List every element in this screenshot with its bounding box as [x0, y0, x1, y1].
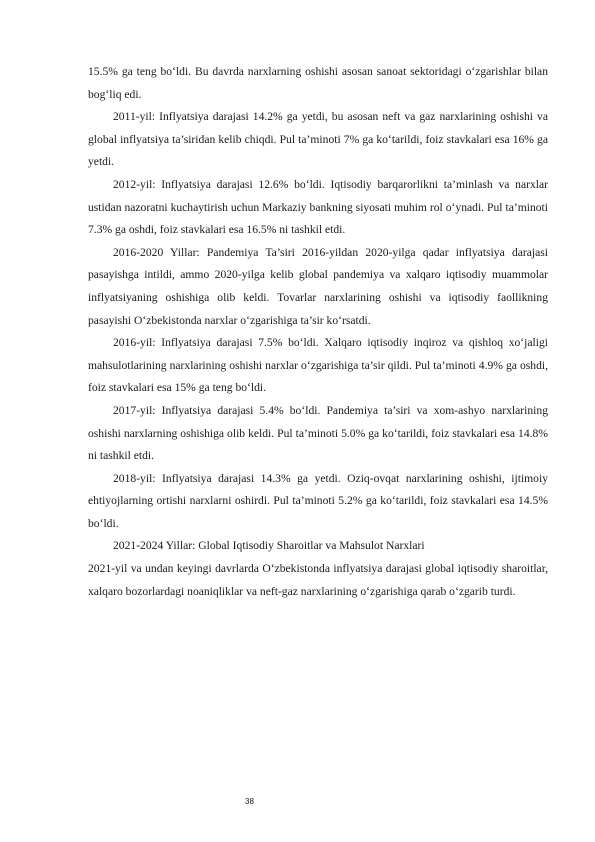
paragraph-2012: 2012-yil: Inflyatsiya darajasi 12.6% bo‘ldi. Iqtisodiy barqarorlikni ta’minlash va narxlar ustidan nazoratni kuchaytirish uchun Markaziy bankning siyosati muhim rol o‘ynadi. Pul ta’minoti 7.3% ga oshdi, foiz stavkalari esa 16.5% ni tashkil etdi. — [88, 177, 548, 237]
paragraph-2017: 2017-yil: Inflyatsiya darajasi 5.4% bo‘ldi. Pandemiya ta’siri va xom-ashyo narxlarining oshishi narxlarning oshishiga olib keldi. Pul ta’minoti 5.0% ga ko‘tarildi, foiz stavkalari esa 14.8% ni tashkil etdi. — [88, 403, 548, 463]
page-number: 38 — [245, 797, 254, 806]
paragraph-2011: 2011-yil: Inflyatsiya darajasi 14.2% ga yetdi, bu asosan neft va gaz narxlarining oshishi va global inflyatsiya ta’siridan kelib chiqdi. Pul ta’minoti 7% ga ko‘tarildi, foiz stavkalari esa 16% ga yetdi. — [88, 110, 548, 169]
paragraph-2021: 2021-yil va undan keyingi davrlarda O‘zbekistonda inflyatsiya darajasi global iqtisodiy sharoitlar, xalqaro bozorlardagi noaniqliklar va neft-gaz narxlarining o‘zgarishiga qarab o‘zgarib turdi. — [88, 562, 548, 598]
document-page — [88, 61, 548, 603]
paragraph-2016: 2016-yil: Inflyatsiya darajasi 7.5% bo‘ldi. Xalqaro iqtisodiy inqiroz va qishloq xo‘jaligi mahsulotlarining narxlarining oshishi narxlar o‘zgarishiga ta’sir qildi. Pul ta’minoti 4.9% ga oshdi, foiz stavkalari esa 15% ga teng bo‘ldi. — [88, 336, 548, 395]
section-heading-2021-2024: 2021-2024 Yillar: Global Iqtisodiy Sharoitlar va Mahsulot Narxlari — [113, 539, 425, 553]
paragraph-intro-continuation: 15.5% ga teng bo‘ldi. Bu davrda narxlarning oshishi asosan sanoat sektoridagi o‘zgarishlar bilan bog‘liq edi. — [88, 65, 548, 101]
paragraph-2018: 2018-yil: Inflyatsiya darajasi 14.3% ga yetdi. Oziq-ovqat narxlarining oshishi, ijtimoiy ehtiyojlarning ortishi narxlarni oshirdi. Pul ta’minoti 5.2% ga ko‘tarildi, foiz stavkalari esa 14.5% bo‘ldi. — [88, 471, 548, 530]
paragraph-2016-2020: 2016-2020 Yillar: Pandemiya Ta’siri 2016-yildan 2020-yilga qadar inflyatsiya darajasi pasayishga intildi, ammo 2020-yilga kelib global pandemiya va xalqaro iqtisodiy muammolar inflyatsiyaning oshishiga olib keldi. Tovarlar narxlarining oshishi va iqtisodiy faollikning pasayishi O‘zbekistonda narxlar o‘zgarishiga ta’sir ko‘rsatdi. — [88, 245, 548, 327]
